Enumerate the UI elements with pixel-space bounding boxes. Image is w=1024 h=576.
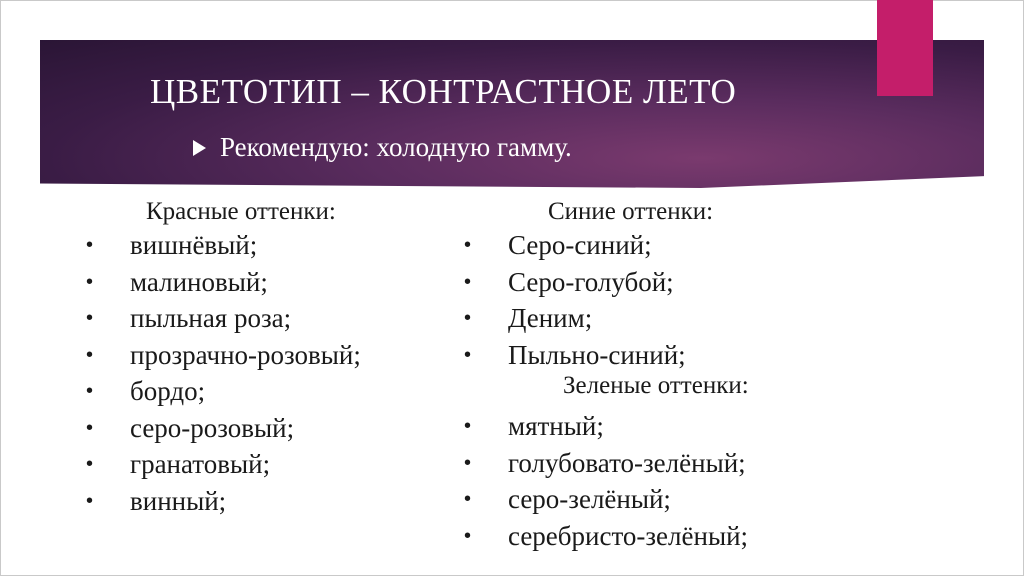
slide-title: ЦВЕТОТИП – КОНТРАСТНОЕ ЛЕТО <box>150 72 737 111</box>
triangle-right-icon <box>193 140 206 156</box>
accent-tab <box>877 0 933 96</box>
blue-heading: Синие оттенки: <box>548 198 714 225</box>
green-heading: Зеленые оттенки: <box>563 372 749 399</box>
red-heading: Красные оттенки: <box>146 198 336 225</box>
slide-subtitle <box>193 132 572 163</box>
title-banner <box>40 40 984 188</box>
subtitle-text: Рекомендую: холодную гамму. <box>220 132 572 162</box>
